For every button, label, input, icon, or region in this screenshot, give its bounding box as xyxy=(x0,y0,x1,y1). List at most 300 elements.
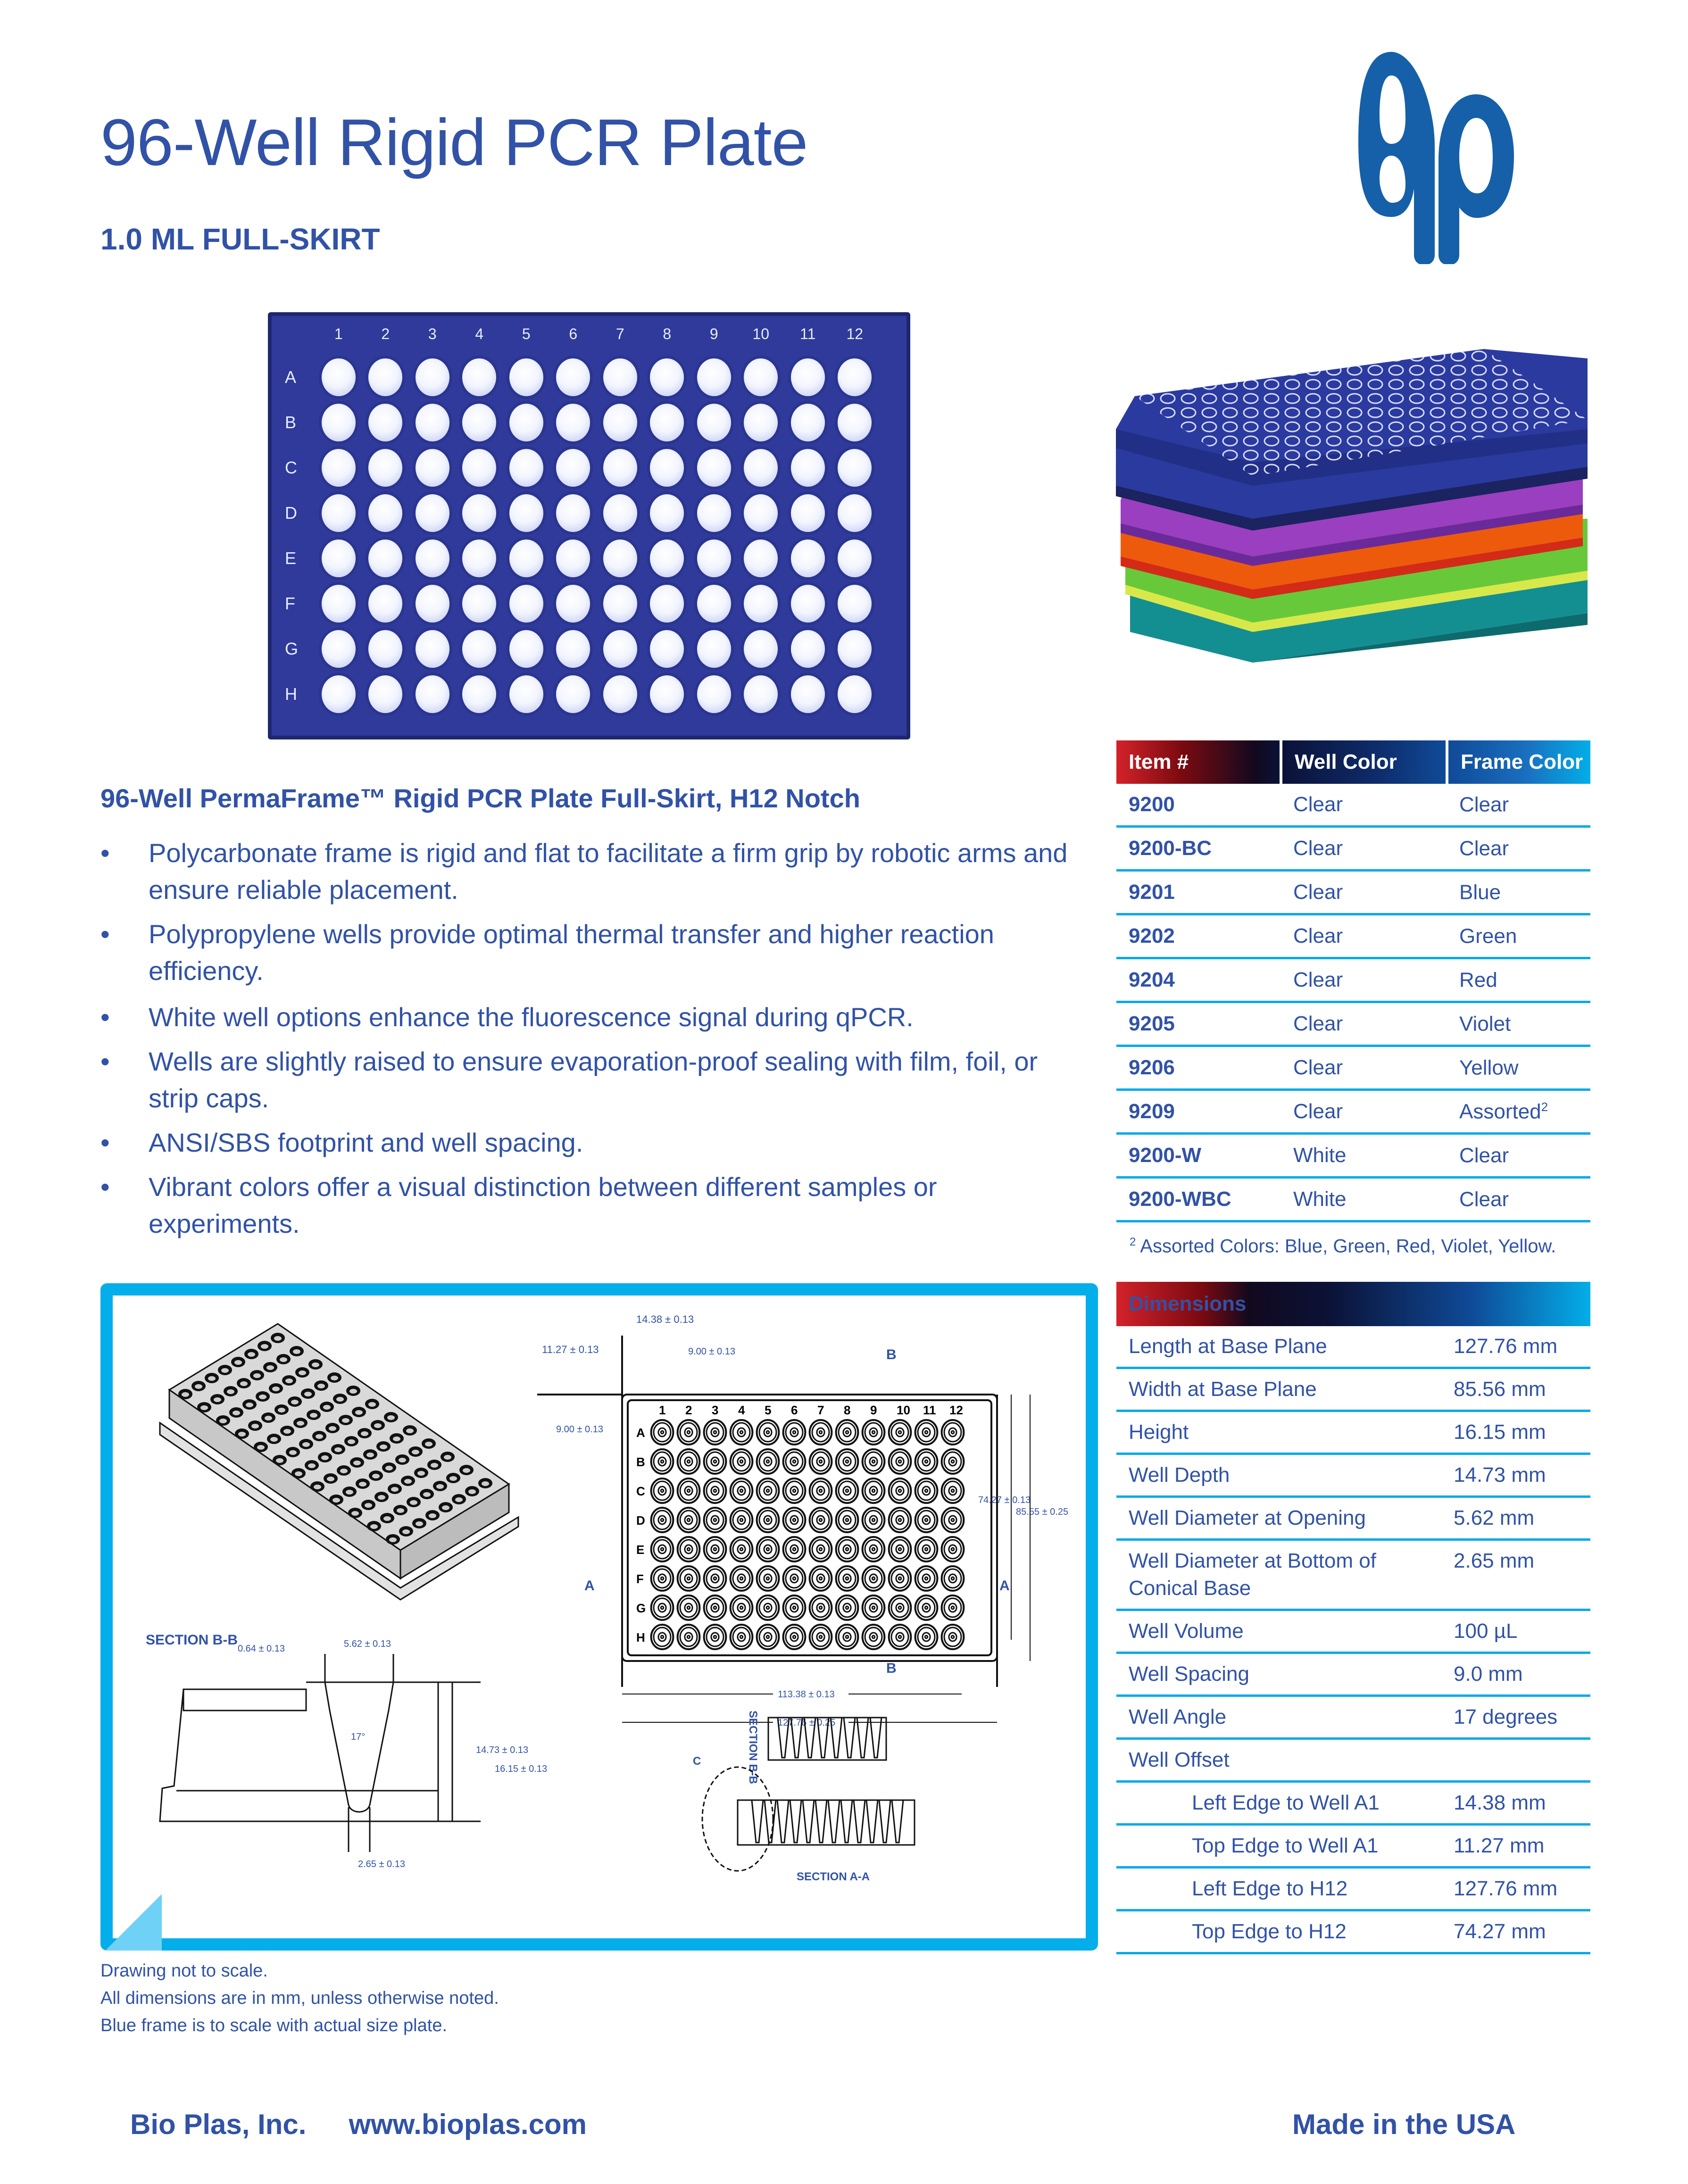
dimensions-header: Dimensions xyxy=(1116,1282,1590,1326)
well xyxy=(409,490,456,536)
item-row xyxy=(1116,1134,1590,1178)
made-in-usa: Made in the USA xyxy=(1292,2109,1516,2140)
well xyxy=(456,490,503,536)
feature-item xyxy=(100,999,1091,1036)
item-row xyxy=(1116,784,1590,827)
assorted-footnote xyxy=(1130,1236,1556,1257)
drawing-column-label: 10 xyxy=(897,1403,910,1417)
offset-value: 74.27 mm xyxy=(1441,1910,1590,1953)
column-labels xyxy=(315,325,878,354)
well-color: Clear xyxy=(1281,1090,1447,1134)
well xyxy=(409,581,456,626)
drawing-row-label: B xyxy=(636,1455,645,1469)
well-color: Clear xyxy=(1281,1046,1447,1090)
well xyxy=(503,672,550,717)
dimension-value xyxy=(1441,1739,1590,1782)
feature-item xyxy=(100,1169,1091,1242)
well xyxy=(456,672,503,717)
well xyxy=(550,400,597,445)
well xyxy=(409,400,456,445)
dim-bottom: 2.65 ± 0.13 xyxy=(358,1859,405,1869)
well xyxy=(738,445,785,490)
well xyxy=(503,626,550,672)
dimension-row xyxy=(1116,1368,1590,1411)
well xyxy=(644,490,691,536)
well xyxy=(362,672,409,717)
offset-label: Left Edge to Well A1 xyxy=(1116,1782,1441,1825)
feature-text: Polypropylene wells provide optimal thermal transfer and higher reaction efficiency. xyxy=(149,919,994,986)
note: Drawing not to scale. xyxy=(100,1961,268,1981)
feature-list xyxy=(100,835,1091,1250)
item-number: 9209 xyxy=(1116,1090,1281,1134)
drawing-column-label: 12 xyxy=(949,1403,963,1417)
well xyxy=(409,672,456,717)
item-table-header xyxy=(1116,740,1590,784)
dimension-row xyxy=(1116,1454,1590,1497)
well xyxy=(690,355,738,400)
item-number: 9200-WBC xyxy=(1116,1178,1281,1221)
technical-drawing-frame xyxy=(100,1283,1098,1951)
frame-color-text: Clear xyxy=(1459,1187,1509,1211)
frame-color-text: Green xyxy=(1459,924,1517,948)
column-label: 9 xyxy=(709,325,718,342)
well xyxy=(644,672,691,717)
frame-color xyxy=(1447,871,1590,914)
row-labels xyxy=(285,355,308,717)
feature-item xyxy=(100,835,1091,908)
dimension-label: Well Volume xyxy=(1116,1610,1441,1653)
drawing-column-label: 8 xyxy=(844,1403,851,1417)
section-bb-label: SECTION B-B xyxy=(146,1632,238,1648)
item-number: 9200 xyxy=(1116,784,1281,827)
page-subtitle: 1.0 ML FULL-SKIRT xyxy=(100,222,380,256)
frame-color xyxy=(1447,784,1590,827)
dimension-row xyxy=(1116,1653,1590,1696)
stacked-plates-photo xyxy=(1116,349,1590,663)
dimension-row xyxy=(1116,1411,1590,1454)
well xyxy=(315,400,362,445)
frame-color xyxy=(1447,958,1590,1002)
dimension-label: Well Offset xyxy=(1116,1739,1441,1782)
drawing-column-label: 2 xyxy=(685,1403,692,1417)
item-number: 9202 xyxy=(1116,914,1281,958)
well xyxy=(784,581,832,626)
header-item: Item # xyxy=(1116,740,1281,784)
well xyxy=(784,355,832,400)
isometric-plate-drawing xyxy=(160,1324,518,1600)
well xyxy=(832,672,879,717)
item-row xyxy=(1116,914,1590,958)
offset-row xyxy=(1116,1825,1590,1868)
bullet-icon: • xyxy=(100,1128,110,1157)
dim-row-pitch: 9.00 ± 0.13 xyxy=(556,1424,603,1435)
section-aa-label: SECTION A-A xyxy=(797,1870,870,1883)
drawing-column-label: 9 xyxy=(870,1403,877,1417)
well xyxy=(597,626,644,672)
well xyxy=(644,445,691,490)
frame-color-text: Clear xyxy=(1459,837,1509,860)
well xyxy=(738,490,785,536)
column-label: 1 xyxy=(334,325,343,342)
bullet-icon: • xyxy=(100,919,110,949)
frame-color xyxy=(1447,827,1590,871)
well-color: Clear xyxy=(1281,914,1447,958)
row-label: B xyxy=(285,413,297,432)
section-b-marker-bottom: B xyxy=(886,1661,897,1676)
well xyxy=(738,536,785,581)
well xyxy=(597,536,644,581)
bullet-icon: • xyxy=(100,1046,110,1076)
well xyxy=(738,672,785,717)
offset-value: 11.27 mm xyxy=(1441,1825,1590,1868)
frame-color xyxy=(1447,1134,1590,1178)
dimension-label: Well Diameter at Bottom of Conical Base xyxy=(1116,1540,1441,1610)
item-row xyxy=(1116,827,1590,871)
drawing-row-label: G xyxy=(636,1601,646,1615)
item-number: 9204 xyxy=(1116,958,1281,1002)
frame-color-text: Assorted xyxy=(1459,1100,1541,1123)
item-row xyxy=(1116,958,1590,1002)
feature-item xyxy=(100,1043,1091,1117)
feature-item xyxy=(100,1124,1091,1161)
dimension-value: 127.76 mm xyxy=(1441,1326,1590,1368)
frame-color-text: Violet xyxy=(1459,1012,1511,1036)
well xyxy=(315,626,362,672)
dimension-row xyxy=(1116,1696,1590,1739)
dimension-value: 2.65 mm xyxy=(1441,1540,1590,1610)
drawing-row-label: A xyxy=(636,1426,645,1440)
offset-row xyxy=(1116,1782,1590,1825)
dim-left-h12: 113.38 ± 0.13 xyxy=(778,1689,835,1700)
well xyxy=(738,400,785,445)
well xyxy=(644,581,691,626)
dim-opening: 5.62 ± 0.13 xyxy=(344,1639,391,1649)
dimension-label: Well Diameter at Opening xyxy=(1116,1497,1441,1540)
well xyxy=(315,672,362,717)
dimension-row xyxy=(1116,1326,1590,1368)
well xyxy=(456,400,503,445)
section-bb-vertical-label: SECTION B-B xyxy=(747,1711,759,1784)
section-b-marker-top: B xyxy=(886,1347,897,1362)
well xyxy=(784,445,832,490)
well xyxy=(456,445,503,490)
feature-text: Polycarbonate frame is rigid and flat to facilitate a firm grip by robotic arms and ensure reliable placement. xyxy=(149,838,1068,905)
column-label: 3 xyxy=(428,325,437,342)
well xyxy=(550,490,597,536)
dimension-row xyxy=(1116,1610,1590,1653)
dimension-value: 100 µL xyxy=(1441,1610,1590,1653)
well xyxy=(690,490,738,536)
well xyxy=(409,536,456,581)
well-color: Clear xyxy=(1281,871,1447,914)
item-number: 9200-BC xyxy=(1116,827,1281,871)
well xyxy=(550,536,597,581)
well xyxy=(597,672,644,717)
drawing-row-label: C xyxy=(636,1484,645,1498)
dim-angle: 17° xyxy=(351,1732,366,1742)
well xyxy=(597,490,644,536)
well-grid xyxy=(315,355,878,717)
dimension-label: Well Spacing xyxy=(1116,1653,1441,1696)
detail-c-label: C xyxy=(693,1755,701,1768)
feature-text: Wells are slightly raised to ensure evaporation-proof sealing with film, foil, or strip caps. xyxy=(149,1046,1038,1113)
well xyxy=(503,355,550,400)
item-number: 9200-W xyxy=(1116,1134,1281,1178)
well xyxy=(597,400,644,445)
well xyxy=(690,445,738,490)
dimension-value: 16.15 mm xyxy=(1441,1411,1590,1454)
frame-color xyxy=(1447,1002,1590,1046)
drawing-column-label: 3 xyxy=(712,1403,719,1417)
well xyxy=(738,581,785,626)
frame-color xyxy=(1447,1178,1590,1221)
well xyxy=(597,445,644,490)
item-number: 9205 xyxy=(1116,1002,1281,1046)
dimension-value: 85.56 mm xyxy=(1441,1368,1590,1411)
well xyxy=(738,355,785,400)
company-name: Bio Plas, Inc. xyxy=(130,2109,307,2140)
item-number: 9201 xyxy=(1116,871,1281,914)
drawing-column-label: 5 xyxy=(765,1403,772,1417)
dim-col-pitch: 9.00 ± 0.13 xyxy=(688,1346,735,1357)
column-label: 10 xyxy=(752,325,770,342)
offset-value: 14.38 mm xyxy=(1441,1782,1590,1825)
section-a-marker-right: A xyxy=(999,1578,1010,1594)
well xyxy=(409,355,456,400)
well xyxy=(784,626,832,672)
feature-text: Vibrant colors offer a visual distinction between different samples or experiments. xyxy=(149,1172,937,1238)
well xyxy=(644,536,691,581)
well xyxy=(456,626,503,672)
dimension-value: 17 degrees xyxy=(1441,1696,1590,1739)
frame-color xyxy=(1447,1046,1590,1090)
row-label: G xyxy=(285,639,299,658)
frame-color-text: Clear xyxy=(1459,793,1509,816)
well xyxy=(362,536,409,581)
frame-color xyxy=(1447,914,1590,958)
well-color: White xyxy=(1281,1134,1447,1178)
well xyxy=(644,626,691,672)
dimensions-table xyxy=(1116,1282,1590,1954)
offset-value: 127.76 mm xyxy=(1441,1868,1590,1910)
dim-top-h12: 74.27 ± 0.13 xyxy=(978,1495,1031,1505)
row-label: H xyxy=(285,684,297,704)
well xyxy=(738,626,785,672)
plate-top-photo xyxy=(268,312,910,739)
frame-color-text: Red xyxy=(1459,968,1497,992)
well xyxy=(503,490,550,536)
bullet-icon: • xyxy=(100,1002,110,1032)
dimension-row xyxy=(1116,1540,1590,1610)
dimension-value: 9.0 mm xyxy=(1441,1653,1590,1696)
well xyxy=(597,355,644,400)
feature-text: White well options enhance the fluorescence signal during qPCR. xyxy=(149,1002,914,1032)
well xyxy=(503,536,550,581)
product-heading: 96-Well PermaFrame™ Rigid PCR Plate Full-Skirt, H12 Notch xyxy=(100,783,860,813)
drawing-row-label: E xyxy=(636,1543,645,1557)
well xyxy=(832,445,879,490)
item-number: 9206 xyxy=(1116,1046,1281,1090)
dim-width: 85.55 ± 0.25 xyxy=(1016,1507,1069,1517)
well xyxy=(550,626,597,672)
note: All dimensions are in mm, unless otherwise noted. xyxy=(100,1988,499,2008)
technical-drawing xyxy=(113,1295,1086,1938)
well xyxy=(550,672,597,717)
well xyxy=(832,581,879,626)
well xyxy=(503,445,550,490)
well xyxy=(409,626,456,672)
dimension-label: Width at Base Plane xyxy=(1116,1368,1441,1411)
dimension-label: Length at Base Plane xyxy=(1116,1326,1441,1368)
dimension-value: 14.73 mm xyxy=(1441,1454,1590,1497)
dimension-label: Well Depth xyxy=(1116,1454,1441,1497)
well xyxy=(832,355,879,400)
well xyxy=(315,445,362,490)
drawing-row-label: D xyxy=(636,1513,645,1528)
header-well-color: Well Color xyxy=(1281,740,1447,784)
well xyxy=(362,626,409,672)
well xyxy=(362,355,409,400)
well xyxy=(784,536,832,581)
item-row xyxy=(1116,1046,1590,1090)
offset-label: Top Edge to H12 xyxy=(1116,1910,1441,1953)
column-label: 11 xyxy=(800,325,816,342)
well xyxy=(832,490,879,536)
section-a-marker-left: A xyxy=(584,1578,595,1594)
offset-label: Top Edge to Well A1 xyxy=(1116,1825,1441,1868)
well xyxy=(550,581,597,626)
well xyxy=(315,490,362,536)
well-color: Clear xyxy=(1281,784,1447,827)
drawing-column-label: 11 xyxy=(923,1403,936,1417)
well xyxy=(690,536,738,581)
well xyxy=(503,400,550,445)
well xyxy=(362,490,409,536)
well xyxy=(456,581,503,626)
row-label: E xyxy=(285,548,297,568)
well xyxy=(784,490,832,536)
item-table xyxy=(1116,740,1590,1222)
offset-row xyxy=(1116,1868,1590,1910)
well-color: Clear xyxy=(1281,827,1447,871)
well-color: White xyxy=(1281,1178,1447,1221)
well xyxy=(456,355,503,400)
drawing-column-label: 4 xyxy=(738,1403,745,1417)
dimension-value: 5.62 mm xyxy=(1441,1497,1590,1540)
well xyxy=(784,672,832,717)
well xyxy=(690,672,738,717)
dim-left-a1: 14.38 ± 0.13 xyxy=(636,1313,694,1325)
well xyxy=(690,400,738,445)
feature-text: ANSI/SBS footprint and well spacing. xyxy=(149,1128,583,1157)
feature-item xyxy=(100,916,1091,989)
page-title: 96-Well Rigid PCR Plate xyxy=(100,105,808,179)
well xyxy=(550,445,597,490)
drawing-column-label: 7 xyxy=(817,1403,824,1417)
column-label: 8 xyxy=(663,325,672,342)
bioplas-logo-icon xyxy=(1358,47,1547,264)
dimension-row xyxy=(1116,1739,1590,1782)
well xyxy=(456,536,503,581)
well xyxy=(503,581,550,626)
well xyxy=(315,536,362,581)
dimension-label: Well Angle xyxy=(1116,1696,1441,1739)
bullet-icon: • xyxy=(100,838,110,868)
item-row xyxy=(1116,1178,1590,1221)
well xyxy=(832,626,879,672)
row-label: D xyxy=(285,503,297,523)
header-frame-color: Frame Color xyxy=(1447,740,1590,784)
item-row xyxy=(1116,1090,1590,1134)
offset-row xyxy=(1116,1910,1590,1953)
drawing-column-label: 6 xyxy=(791,1403,798,1417)
well xyxy=(550,355,597,400)
item-row xyxy=(1116,1002,1590,1046)
well xyxy=(362,400,409,445)
dimension-row xyxy=(1116,1497,1590,1540)
well xyxy=(832,536,879,581)
offset-label: Left Edge to H12 xyxy=(1116,1868,1441,1910)
column-label: 7 xyxy=(615,325,624,342)
row-label: F xyxy=(285,594,295,613)
well xyxy=(362,445,409,490)
drawing-notes xyxy=(100,1957,499,2039)
column-label: 2 xyxy=(381,325,390,342)
footnote-ref: 2 xyxy=(1541,1099,1548,1114)
well xyxy=(832,400,879,445)
well xyxy=(597,581,644,626)
drawing-column-label: 1 xyxy=(659,1403,666,1417)
drawing-row-label: H xyxy=(636,1630,645,1644)
well xyxy=(784,400,832,445)
dim-length: 127.76 ± 0.25 xyxy=(778,1718,836,1728)
frame-color-text: Blue xyxy=(1459,880,1501,904)
dim-height: 16.15 ± 0.13 xyxy=(495,1764,548,1774)
footnote-mark: 2 xyxy=(1130,1236,1136,1248)
footer-company xyxy=(130,2108,629,2141)
bullet-icon: • xyxy=(100,1172,110,1202)
column-label: 4 xyxy=(475,325,484,342)
dim-depth: 14.73 ± 0.13 xyxy=(476,1745,529,1755)
row-label: C xyxy=(285,458,297,477)
drawing-row-label: F xyxy=(636,1572,644,1586)
item-row xyxy=(1116,871,1590,914)
well xyxy=(409,445,456,490)
well xyxy=(690,626,738,672)
column-label: 6 xyxy=(569,325,578,342)
footnote-text: Assorted Colors: Blue, Green, Red, Violet, Yellow. xyxy=(1140,1236,1556,1257)
well xyxy=(644,400,691,445)
well xyxy=(362,581,409,626)
frame-color-text: Clear xyxy=(1459,1144,1509,1167)
well xyxy=(690,581,738,626)
well xyxy=(315,581,362,626)
well-color: Clear xyxy=(1281,1002,1447,1046)
frame-color-text: Yellow xyxy=(1459,1056,1519,1080)
well xyxy=(315,355,362,400)
note: Blue frame is to scale with actual size plate. xyxy=(100,2016,448,2035)
website-link[interactable]: www.bioplas.com xyxy=(349,2109,587,2140)
frame-color xyxy=(1447,1090,1590,1134)
dim-top-a1: 11.27 ± 0.13 xyxy=(542,1344,599,1355)
dim-rim: 0.64 ± 0.13 xyxy=(238,1644,285,1654)
dimension-label: Height xyxy=(1116,1411,1441,1454)
section-bb-drawing xyxy=(160,1654,481,1852)
row-label: A xyxy=(285,367,297,387)
column-label: 5 xyxy=(522,325,531,342)
column-label: 12 xyxy=(846,325,864,342)
well xyxy=(644,355,691,400)
